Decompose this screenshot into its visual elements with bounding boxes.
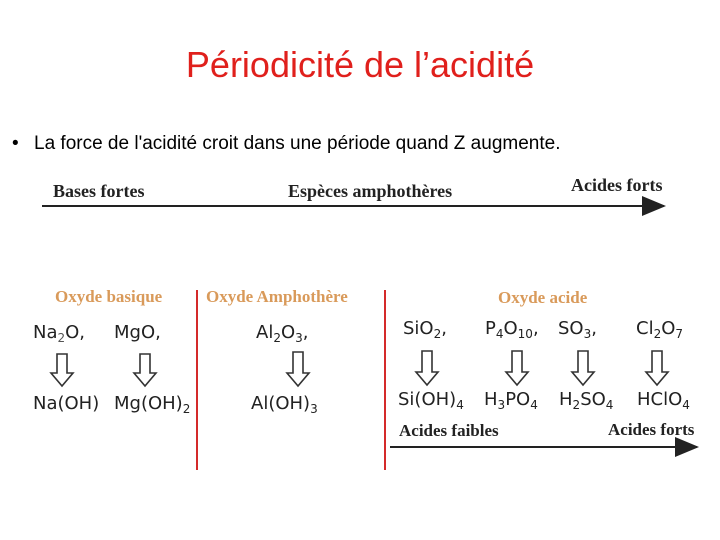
scale-label-acides-faibles: Acides faibles [399,421,499,440]
down-arrow-al [287,352,309,386]
formula-sio2: SiO$_2$, [403,318,447,341]
bullet-text: La force de l'acidité croit dans une période quand Z augmente. [34,133,561,154]
down-arrow-na [51,354,73,386]
formula-so3: $SO_3$, [558,318,597,341]
down-arrow-si [416,351,438,385]
formula-mgoh2: $Mg(OH)_2$ [114,393,191,416]
scale-label-acides-forts-bottom: Acides forts [608,420,695,439]
formula-hclo4: HClO$_4$ [637,389,690,412]
formula-h3po4: $H_3PO_4$ [484,389,538,412]
scale-label-especes-amphoteres: Espèces amphothères [288,181,453,201]
formula-aloh3: $Al(OH)_3$ [251,393,318,416]
formula-na2o: $Na_2O$, [33,322,86,345]
down-arrow-mg [134,354,156,386]
slide-title: Périodicité de l’acidité [185,44,535,85]
formula-naoh: Na(OH) [33,393,100,414]
group-label-amphoteric: Oxyde Amphothère [206,287,348,306]
formula-p4o10: $P_4O_{10}$, [485,318,539,341]
formula-sioh4: $Si(OH)_4$ [398,389,464,412]
formula-h2so4: $H_2SO_4$ [559,389,614,412]
group-label-basic: Oxyde basique [55,287,163,306]
bullet-glyph: • [12,133,19,154]
formula-mgo: MgO, [114,322,161,343]
formula-al2o3: $Al_2O_3$, [256,322,309,345]
down-arrow-s [572,351,594,385]
group-label-acidic: Oxyde acide [498,288,588,307]
scale-label-acides-forts-top: Acides forts [571,175,663,195]
formula-cl2o7: $Cl_2O_7$ [636,318,684,341]
down-arrow-cl [646,351,668,385]
scale-label-bases-fortes: Bases fortes [53,181,145,201]
down-arrow-p [506,351,528,385]
